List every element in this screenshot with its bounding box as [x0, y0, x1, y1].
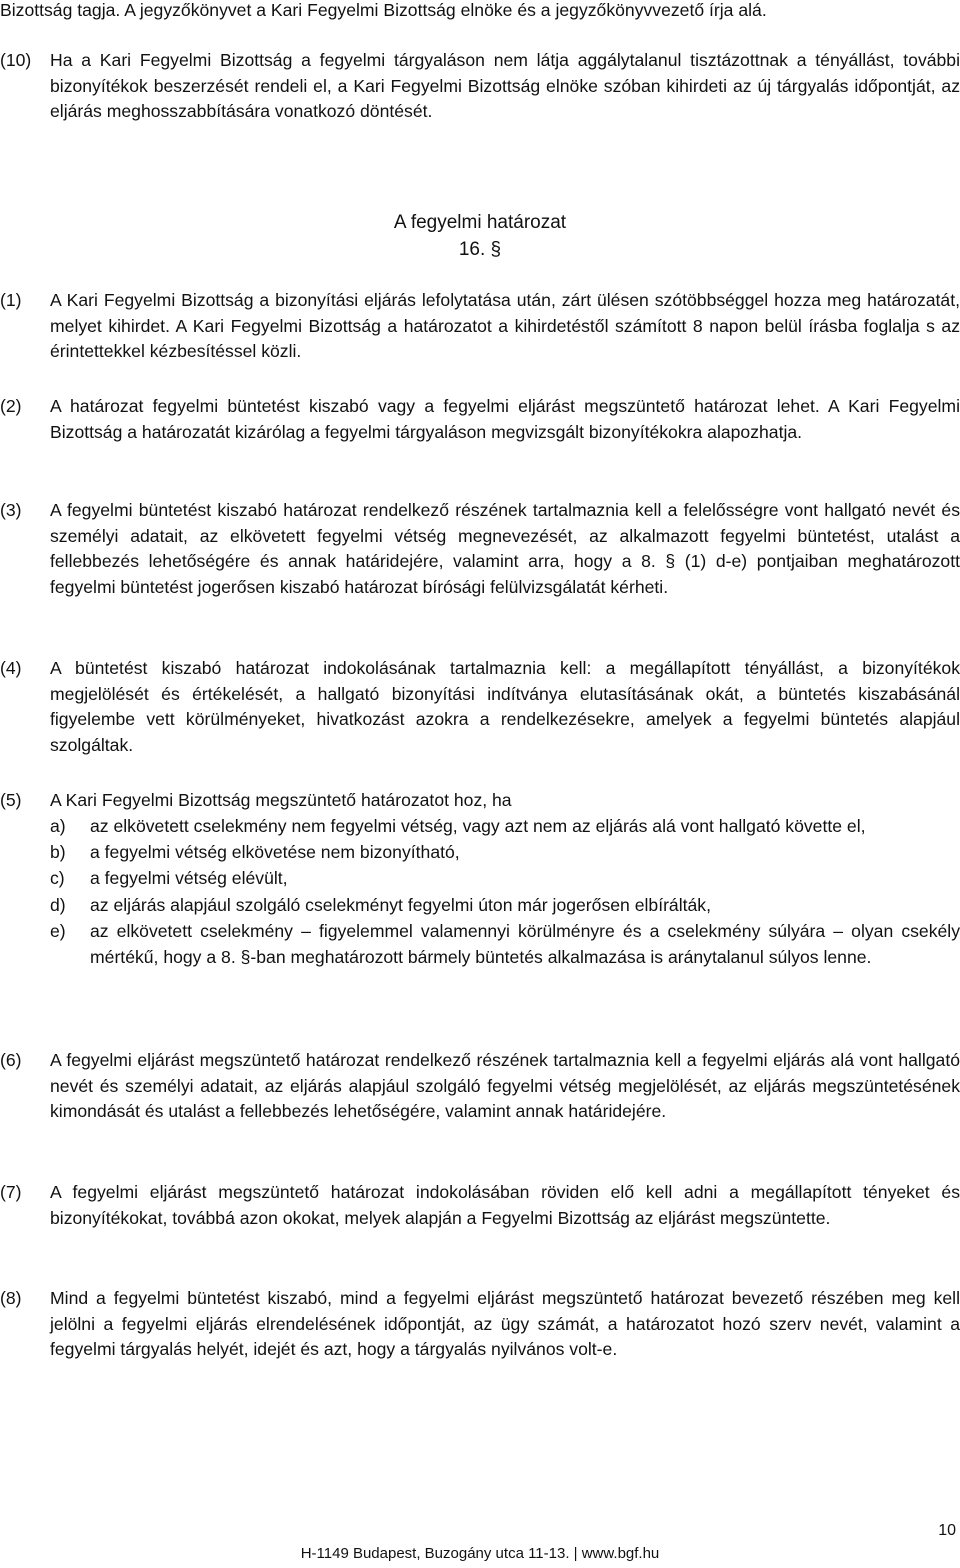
paragraph-5: [0, 788, 960, 814]
paragraph-10: [0, 48, 960, 125]
paragraph-text: A fegyelmi büntetést kiszabó határozat rendelkező részének tartalmaznia kell a felelősségre vont hallgató nevét és személyi adatait, az elkövetett fegyelmi vétség megnevezését, az alkalmazott fegyelmi büntetést, utalást a fellebbezés lehetőségére és annak határidejére, valamint arra, hogy a 8. § (1) d-e) pontjaiban meghatározott fegyelmi büntetést jogerősen kiszabó határozat bírósági felülvizsgálatát kérheti.: [50, 500, 960, 597]
paragraph-8: [0, 1286, 960, 1363]
list-item-label: a): [50, 816, 66, 836]
paragraph-text: A Kari Fegyelmi Bizottság a bizonyítási eljárás lefolytatása után, zárt ülésen szótöbbséggel hozza meg határozatát, melyet kihirdet. A Kari Fegyelmi Bizottság a határozatot a kihirdetéstől számított 8 napon belül írásba foglalja s az érintettekkel kézbesítéssel közli.: [50, 290, 960, 362]
paragraph-number: (10): [0, 50, 32, 70]
paragraph-text: Ha a Kari Fegyelmi Bizottság a fegyelmi tárgyaláson nem látja aggálytalanul tisztázottnak a tényállást, további bizonyítékok beszerzését rendeli el, a Kari Fegyelmi Bizottság elnöke szóban kihirdeti az új tárgyalás időpontját, az eljárás meghosszabbítására vonatkozó döntését.: [50, 50, 960, 122]
list-item-text: a fegyelmi vétség elévült,: [90, 868, 288, 889]
paragraph-number: (2): [0, 396, 22, 416]
paragraph-number: (5): [0, 790, 22, 810]
list-item-text: az elkövetett cselekmény – figyelemmel valamennyi körülményre és a cselekmény súlyára – olyan csekély mértékű, hogy a 8. §-ban meghatározott bármely büntetés alkalmazása is aránytalanul súlyos lenne.: [90, 921, 960, 967]
list-item-text: az eljárás alapjául szolgáló cselekményt fegyelmi úton már jogerősen elbírálták,: [90, 894, 711, 915]
page-footer: H-1149 Budapest, Buzogány utca 11-13. | www.bgf.hu: [300, 1545, 660, 1562]
paragraph-3: [0, 498, 960, 600]
paragraph-text: Mind a fegyelmi büntetést kiszabó, mind a fegyelmi eljárást megszüntető határozat bevezető részében meg kell jelölni a fegyelmi eljárás elrendelésének időpontját, az ügy számát, a határozatot hozó szerv nevét, valamint a fegyelmi tárgyalás helyét, idejét és azt, hogy a tárgyalás nyilvános volt-e.: [50, 1288, 960, 1360]
paragraph-number: (4): [0, 658, 22, 678]
list-item-label: b): [50, 841, 66, 862]
paragraph-number: (1): [0, 290, 22, 310]
list-item-label: d): [50, 894, 66, 915]
paragraph-text: A büntetést kiszabó határozat indokolásának tartalmaznia kell: a megállapított tényállást, a bizonyítékok megjelölését és értékelését, a hallgató bizonyítási indítványa elutasításának okát, a büntetés kiszabásánál figyelembe vett körülményeket, hivatkozást azokra a rendelkezésekre, amelyek a fegyelmi büntetés alapjául szolgáltak.: [50, 658, 960, 755]
paragraph-number: (8): [0, 1288, 22, 1308]
list-item: [50, 814, 960, 840]
list-item-label: c): [50, 868, 65, 889]
paragraph-7: [0, 1180, 960, 1231]
list-item-label: e): [50, 921, 66, 942]
paragraph-5-list: [50, 814, 960, 975]
continued-paragraph: Bizottság tagja. A jegyzőkönyvet a Kari Fegyelmi Bizottság elnöke és a jegyzőkönyvvezető írja alá.: [0, 0, 767, 20]
list-item-text: a fegyelmi vétség elkövetése nem bizonyítható,: [90, 841, 460, 862]
paragraph-number: (3): [0, 500, 22, 520]
list-item-text: az elkövetett cselekmény nem fegyelmi vétség, vagy azt nem az eljárás alá vont hallgató követte el,: [90, 816, 866, 836]
paragraph-text: A fegyelmi eljárást megszüntető határozat indokolásában röviden elő kell adni a megállapított tényeket és bizonyítékokat, továbbá azon okokat, melyek alapján a Fegyelmi Bizottság az eljárást megszüntette.: [50, 1182, 960, 1228]
paragraph-6: [0, 1048, 960, 1125]
list-item: [50, 893, 960, 919]
paragraph-number: (7): [0, 1182, 22, 1202]
list-item: [50, 866, 960, 892]
paragraph-1: [0, 288, 960, 365]
list-item: [50, 840, 960, 866]
paragraph-2: [0, 394, 960, 445]
paragraph-4: [0, 656, 960, 758]
list-item: [50, 919, 960, 970]
paragraph-number: (6): [0, 1050, 22, 1070]
section-title: A fegyelmi határozat: [393, 212, 567, 233]
paragraph-text: A fegyelmi eljárást megszüntető határozat rendelkező részének tartalmaznia kell a fegyelmi eljárás alá vont hallgató nevét és személyi adatait, az eljárás alapjául szolgáló fegyelmi vétség megjelölését, az eljárás megszüntetésének kimondását és utalást a fellebbezés lehetőségére, valamint annak határidejére.: [50, 1050, 960, 1122]
paragraph-text: A határozat fegyelmi büntetést kiszabó vagy a fegyelmi eljárást megszüntető határozat lehet. A Kari Fegyelmi Bizottság a határozatát kizárólag a fegyelmi tárgyaláson megvizsgált bizonyítékokra alapozhatja.: [50, 396, 960, 442]
paragraph-text: A Kari Fegyelmi Bizottság megszüntető határozatot hoz, ha: [50, 790, 512, 810]
section-number: 16. §: [458, 239, 502, 260]
page-number: 10: [938, 1522, 956, 1539]
